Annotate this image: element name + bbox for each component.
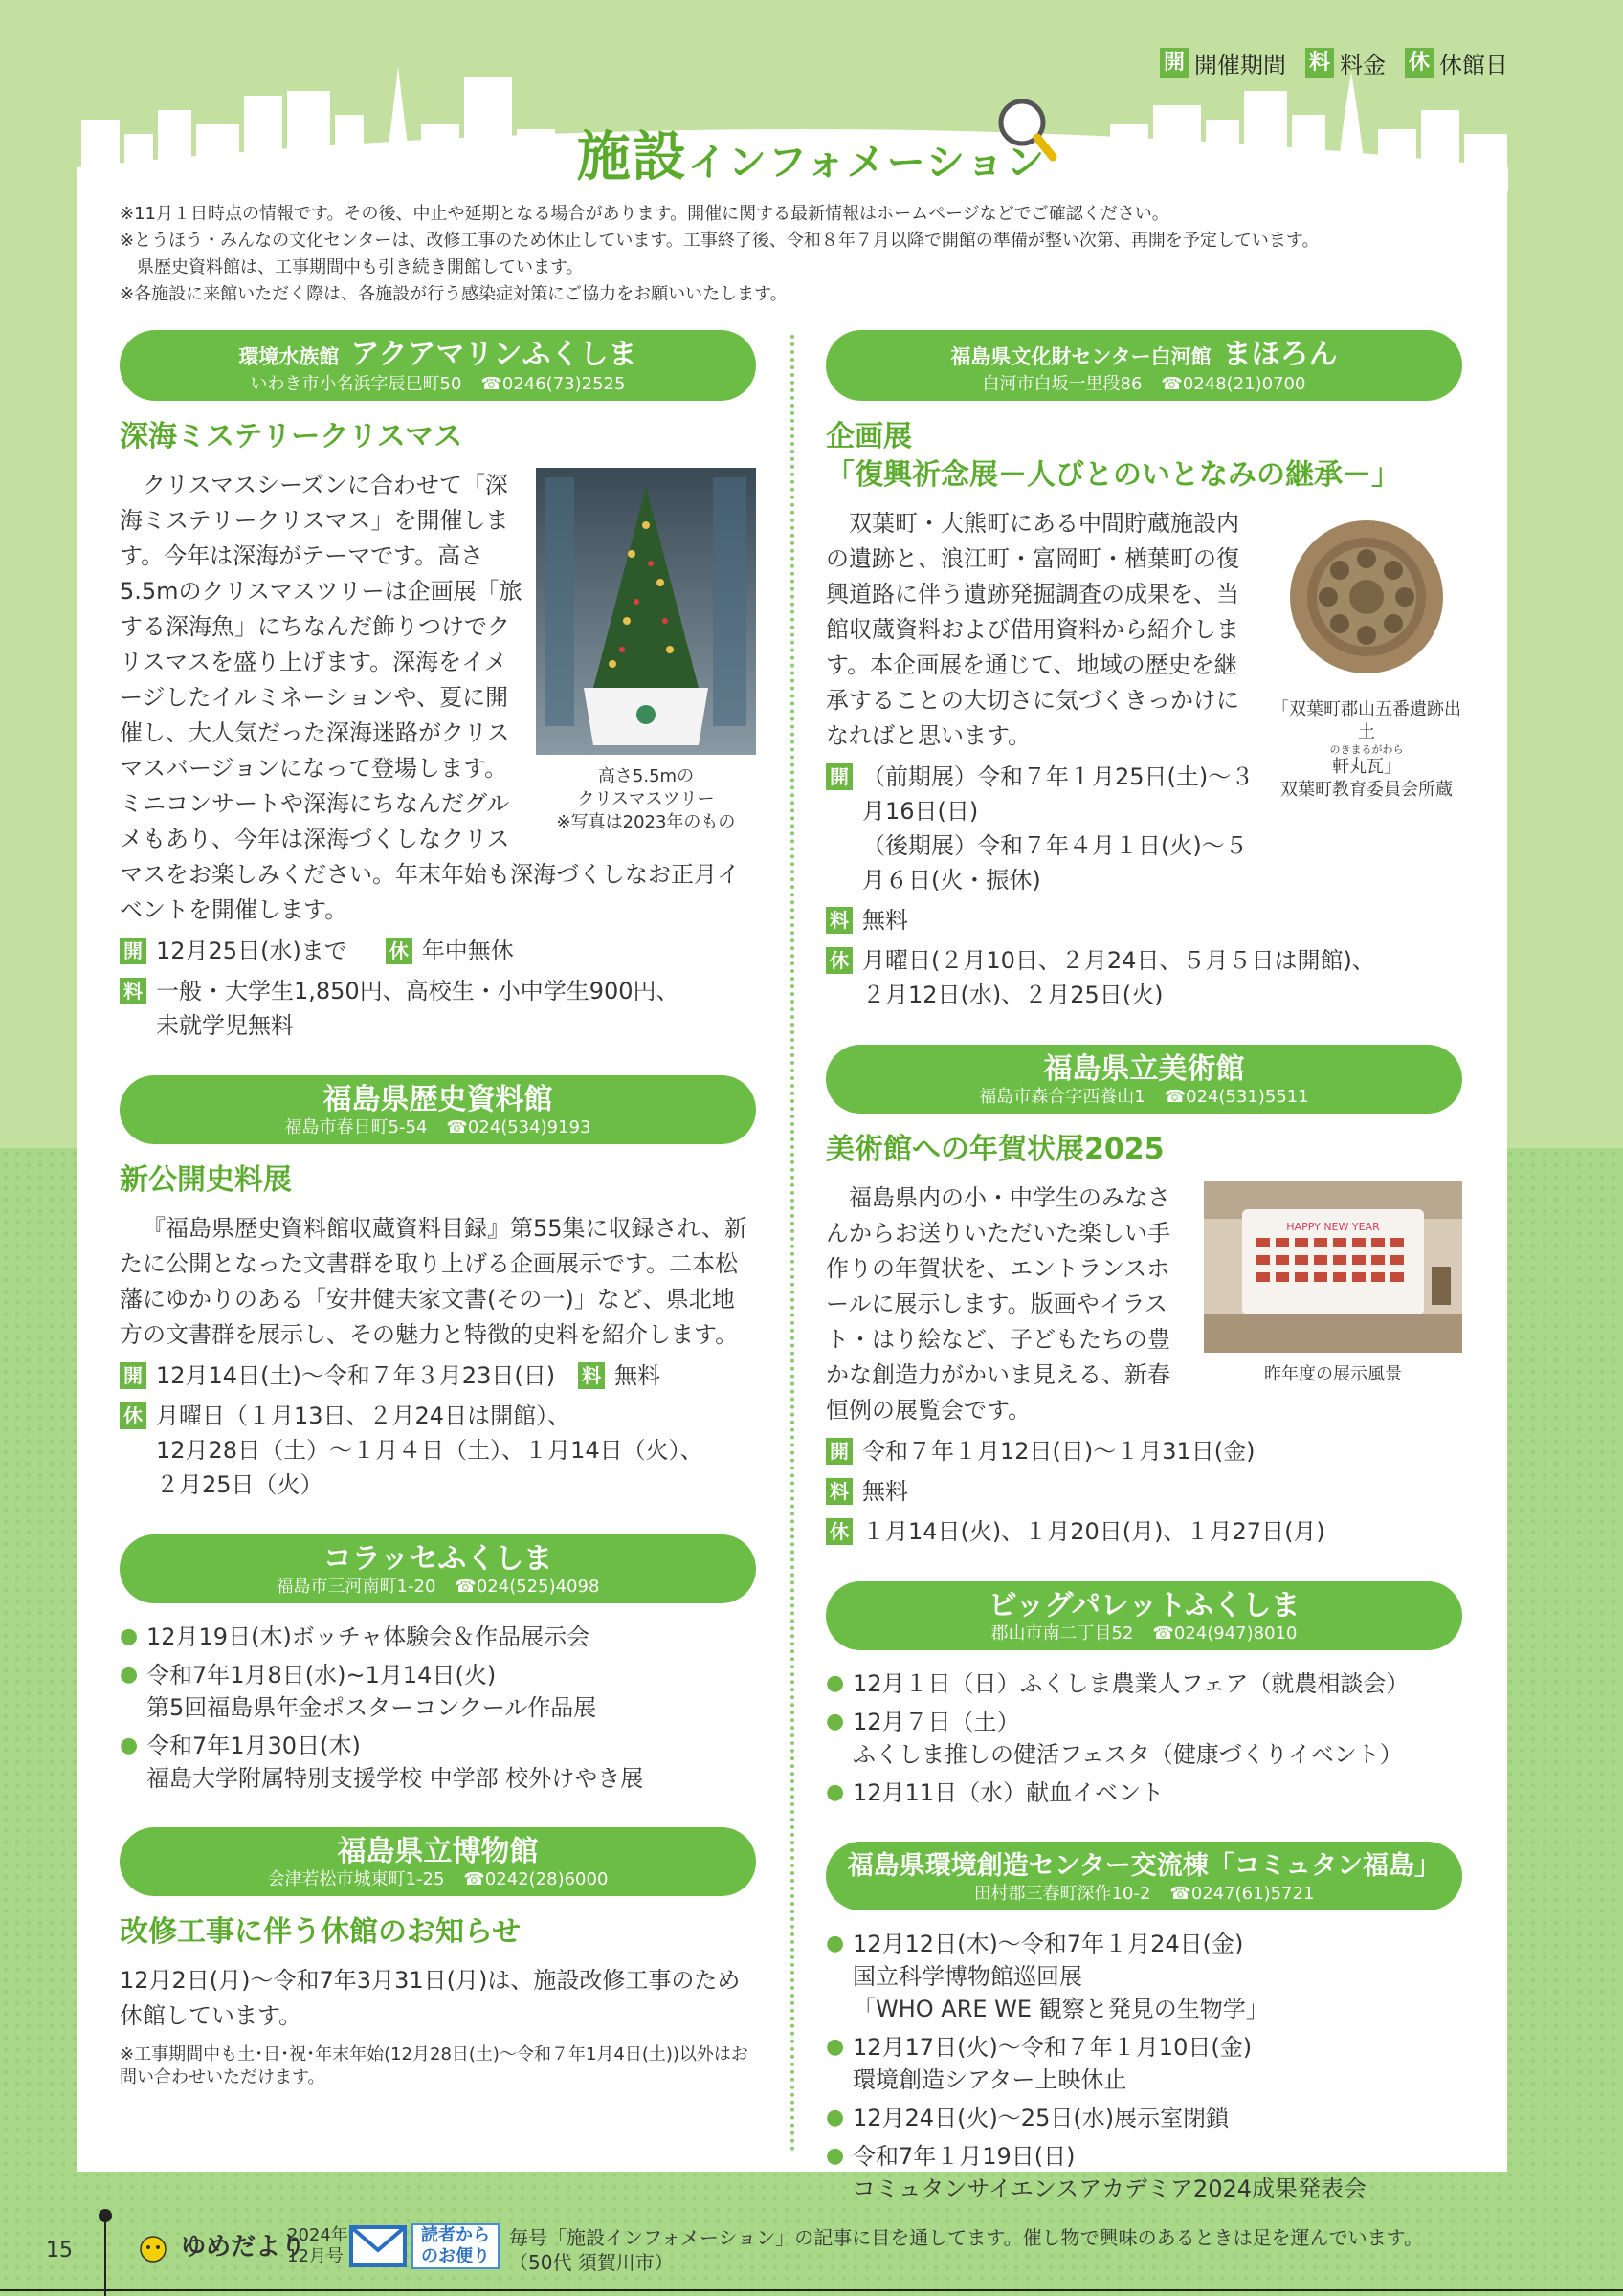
event-title-line: 企画展 xyxy=(826,420,912,453)
photo-caption: 昨年度の展示風景 xyxy=(1264,1364,1402,1384)
facility-address: いわき市小名浜字辰巳町50 xyxy=(250,374,462,394)
event-description: 『福島県歴史資料館収蔵資料目録』第55集に収録され、新たに公開となった文書群を取り上げる企画展示です。二本松藩にゆかりのある「安井健夫家文書(その一)」など、県北地方の文書群を展示し、その魅力と特徴的史料を紹介します。 xyxy=(120,1215,747,1348)
facility-mahoron xyxy=(826,330,1462,1012)
facility-big-palette xyxy=(826,1581,1462,1809)
photo-caption: 軒丸瓦」 xyxy=(1332,757,1401,777)
reader-letter-text: 毎号「施設インフォメーション」の記事に目を通してます。催し物で興味のあるときは足を運んでいます。 xyxy=(509,2226,1423,2249)
closed-days: 月曜日(２月10日、２月24日、５月５日は開館)、 ２月12日(水)、２月25日(火) xyxy=(862,947,1375,1008)
photo-caption: 「双葉町郡山五番遺跡出土 xyxy=(1272,699,1461,742)
info-row xyxy=(826,1474,1462,1509)
facility-header xyxy=(826,1581,1462,1650)
facility-header xyxy=(826,1842,1462,1910)
event-description-text: クリスマスシーズンに合わせて「深海ミステリークリスマス」を開催します。今年は深海がテーマです。高さ5.5mのクリスマスツリーは企画展「旅する深海魚」にちなんだ飾りつけでクリスマスを盛り上げます。深海をイメージしたイルミネーションや、夏に開催し、大人気だった深海迷路がクリスマスバージョンになって登場します。ミニコンサートや深海にちなんだグルメもあり、今年は深海づくしなクリスマスをお楽しみください。年末年始も深海づくしなお正月イベントを開催します。 xyxy=(120,472,740,923)
closed-days: １月14日(火)、１月20日(月)、１月27日(月) xyxy=(862,1518,1325,1545)
facility-prefectural-museum xyxy=(120,1827,756,2089)
legend-label-period: 開催期間 xyxy=(1193,52,1286,78)
event-description xyxy=(826,506,1462,800)
info-row xyxy=(826,903,1462,938)
facility-name: 福島県環境創造センター交流棟「コミュタン福島」 xyxy=(847,1851,1441,1881)
mascot-icon xyxy=(134,2232,172,2264)
info-row xyxy=(120,974,756,1043)
reader-letter-label: 読者からのお便り xyxy=(411,2223,500,2269)
facility-address: 白河市白坂一里段86 xyxy=(982,374,1143,394)
period-tag: 開 xyxy=(826,1438,853,1465)
facility-tel: ☎0242(28)6000 xyxy=(463,1869,609,1889)
page-number: 15 xyxy=(46,2239,73,2263)
facility-tel: ☎024(534)9193 xyxy=(446,1117,591,1137)
event-fee: 無料 xyxy=(614,1362,661,1389)
event-title: 新公開史料展 xyxy=(120,1163,292,1197)
event-description xyxy=(826,1181,1462,1428)
facility-address: 福島市森合字西養山1 xyxy=(979,1087,1145,1107)
period-tag: 開 xyxy=(826,763,853,790)
facility-name: 福島県立博物館 xyxy=(337,1835,539,1868)
legend-tag-closed: 休 xyxy=(1405,48,1434,78)
photo-caption: ※写真は2023年のもの xyxy=(556,812,736,832)
facility-address: 田村郡三春町深作10-2 xyxy=(973,1884,1151,1904)
facility-prefix: 福島県文化財センター白河館 xyxy=(950,345,1212,368)
facility-tel: ☎024(947)8010 xyxy=(1152,1623,1298,1644)
legend-label-closed: 休館日 xyxy=(1439,52,1508,78)
photo-banner-text: HAPPY NEW YEAR xyxy=(1286,1221,1380,1233)
photo-caption-ruby: のきまるがわら xyxy=(1329,743,1404,756)
event-fee: 無料 xyxy=(862,907,908,934)
info-row xyxy=(120,1399,756,1502)
info-row xyxy=(120,1358,756,1393)
column-divider xyxy=(790,335,794,2152)
facility-header xyxy=(120,1534,756,1603)
facility-name: まほろん xyxy=(1222,338,1338,371)
list-item: ● 令和7年1月8日(水)~1月14日(火) 第5回福島県年金ポスターコンクール作品展 xyxy=(120,1659,756,1724)
magazine-logo-text: ゆめだより xyxy=(181,2233,306,2262)
facility-address: 福島市三河南町1-20 xyxy=(276,1577,436,1597)
closed-tag: 休 xyxy=(120,1402,146,1429)
closed-tag: 休 xyxy=(826,1518,853,1545)
list-item: ● 令和7年1月30日(木) 福島大学附属特別支援学校 中学部 校外けやき展 xyxy=(120,1730,756,1795)
facility-tel: ☎024(531)5511 xyxy=(1164,1087,1309,1107)
list-item: ● 12月24日(火)～25日(水)展示室閉鎖 xyxy=(826,2102,1462,2134)
list-item: ● 12月７日（土） ふくしま推しの健活フェスタ（健康づくりイベント） xyxy=(826,1706,1462,1771)
facility-art-museum xyxy=(826,1045,1462,1549)
fee-tag: 料 xyxy=(826,907,853,934)
list-item: ● 12月19日(木)ボッチャ体験会＆作品展示会 xyxy=(120,1621,756,1653)
info-row xyxy=(826,760,1259,897)
facility-aquamarine xyxy=(120,330,756,1043)
christmas-tree-photo xyxy=(536,468,756,755)
reader-letter xyxy=(509,2225,1423,2275)
facility-corasse xyxy=(120,1534,756,1795)
facility-name: アクアマリンふくしま xyxy=(350,338,637,371)
closed-days: 年中無休 xyxy=(421,938,514,964)
notice-list xyxy=(120,201,1517,308)
photo-caption: 高さ5.5mの xyxy=(597,766,695,786)
facility-address: 郡山市南二丁目52 xyxy=(990,1623,1134,1644)
magazine-logo xyxy=(134,2227,305,2264)
facility-tel: ☎0248(21)0700 xyxy=(1161,374,1306,394)
fee-tag: 料 xyxy=(826,1478,853,1505)
exhibition-photo-figure xyxy=(1204,1181,1462,1386)
reader-letter-author: （50代 須賀川市） xyxy=(509,2251,674,2274)
facility-name: コラッセふくしま xyxy=(322,1542,553,1576)
info-row xyxy=(826,1434,1462,1468)
event-title: 美術館への年賀状展2025 xyxy=(826,1133,1165,1166)
photo-caption: クリスマスツリー xyxy=(577,789,715,809)
event-title: 改修工事に伴う休館のお知らせ xyxy=(120,1915,522,1949)
fee-tag: 料 xyxy=(120,978,146,1004)
page-title-main: 施設 xyxy=(576,126,688,188)
legend xyxy=(1160,46,1508,79)
list-item: ● 12月17日(火)～令和７年１月10日(金) 環境創造シアター上映休止 xyxy=(826,2031,1462,2096)
facility-header xyxy=(826,1045,1462,1114)
event-fee: 無料 xyxy=(862,1478,908,1505)
notice-item: ※各施設に来館いただく際は、各施設が行う感染症対策にご協力をお願いいたします。 xyxy=(120,284,788,304)
event-list xyxy=(826,1667,1462,1809)
exhibition-photo xyxy=(1204,1181,1462,1353)
event-description: 12月2日(月)～令和7年3月31日(月)は、施設改修工事のため休館しています。 xyxy=(120,1967,741,2029)
facility-header xyxy=(826,330,1462,401)
event-description-text: 福島県内の小・中学生のみなさんからお送りいただいた楽しい手作りの年賀状を、エントランスホールに展示します。版画やイラスト・はり絵など、子どもたちの豊かな創造力がかいま見える、新春恒例の展覧会です。 xyxy=(826,1184,1170,1424)
facility-header xyxy=(120,1075,756,1144)
notice-item: 県歴史資料館は、工事期間中も引き続き開館しています。 xyxy=(120,257,584,277)
page-title xyxy=(0,115,1623,191)
left-column xyxy=(120,330,756,2089)
envelope-icon xyxy=(349,2225,407,2267)
legend-tag-period: 開 xyxy=(1160,48,1189,78)
closed-tag: 休 xyxy=(386,938,412,964)
closed-days: 月曜日（１月13日、２月24日は開館）、 12月28日（土）～１月４日（土）、１月14日（火）、 ２月25日（火） xyxy=(156,1402,703,1498)
event-title-line: 「復興祈念展－人びとのいとなみの継承－」 xyxy=(826,458,1400,492)
facility-header xyxy=(120,1827,756,1896)
event-period: （前期展）令和７年１月25日(土)～３月16日(日) （後期展）令和７年４月１日(火)～５月６日(火・振休) xyxy=(862,763,1255,894)
info-row xyxy=(120,934,756,968)
facility-name: 福島県立美術館 xyxy=(1043,1052,1245,1086)
facility-name: ビッグパレットふくしま xyxy=(988,1589,1301,1623)
closed-tag: 休 xyxy=(826,947,853,974)
list-item: ● 12月12日(木)～令和7年１月24日(金) 国立科学博物館巡回展 「WHO ARE WE 観察と発見の生物学」 xyxy=(826,1928,1462,2025)
facility-address: 会津若松市城東町1-25 xyxy=(267,1869,445,1889)
list-item: ● 12月11日（水）献血イベント xyxy=(826,1777,1462,1809)
period-tag: 開 xyxy=(120,938,146,964)
right-column xyxy=(826,330,1462,2211)
info-row xyxy=(826,943,1462,1012)
facility-history-archive xyxy=(120,1075,756,1502)
legend-tag-fee: 料 xyxy=(1305,48,1334,78)
event-title: 深海ミステリークリスマス xyxy=(120,420,463,453)
notice-item: ※とうほう・みんなの文化センターは、改修工事のため休止しています。工事終了後、令和８年７月以降で開館の準備が整い次第、再開を予定しています。 xyxy=(120,231,1320,251)
event-description xyxy=(120,468,756,928)
facility-address: 福島市春日町5-54 xyxy=(284,1117,428,1137)
issue-info xyxy=(287,2225,348,2267)
list-item: ● 令和7年１月19日(日) コミュタンサイエンスアカデミア2024成果発表会 xyxy=(826,2140,1462,2205)
event-period: 12月25日(水)まで xyxy=(156,938,347,964)
notice-item: ※11月１日時点の情報です。その後、中止や延期となる場合があります。開催に関する最新情報はホームページなどでご確認ください。 xyxy=(120,204,1169,224)
event-title xyxy=(826,418,1462,495)
facility-tel: ☎0246(73)2525 xyxy=(480,374,626,394)
page-title-sub: インフォメーション xyxy=(687,141,1047,185)
event-list xyxy=(120,1621,756,1795)
roof-tile-photo-figure xyxy=(1271,506,1462,802)
legend-label-fee: 料金 xyxy=(1339,52,1386,78)
event-fee: 一般・大学生1,850円、高校生・小中学生900円、 未就学児無料 xyxy=(156,978,679,1039)
fee-tag: 料 xyxy=(578,1362,605,1389)
list-item: ● 12月１日（日）ふくしま農業人フェア（就農相談会） xyxy=(826,1667,1462,1700)
facility-header xyxy=(120,330,756,401)
facility-tel: ☎024(525)4098 xyxy=(455,1577,600,1597)
event-description-text: 双葉町・大熊町にある中間貯蔵施設内の遺跡と、浪江町・富岡町・楢葉町の復興道路に伴う遺跡発掘調査の成果を、当館収蔵資料および借用資料から紹介します。本企画展を通じて、地域の歴史を継承することの大切さに気づくきっかけになればと思います。 xyxy=(826,510,1239,749)
period-tag: 開 xyxy=(120,1362,146,1389)
facility-name: 福島県歴史資料館 xyxy=(322,1083,553,1116)
event-period: 12月14日(土)～令和７年３月23日(日) xyxy=(156,1362,556,1389)
photo-caption: 双葉町教育委員会所蔵 xyxy=(1280,780,1453,800)
info-row xyxy=(826,1514,1462,1549)
issue-month: 12月号 xyxy=(287,2246,344,2266)
event-list xyxy=(826,1928,1462,2205)
christmas-tree-photo-figure xyxy=(536,468,756,834)
facility-commutan xyxy=(826,1842,1462,2205)
roof-tile-photo xyxy=(1271,506,1462,688)
footnote: ※工事期間中も土･日･祝･年末年始(12月28日(土)～令和７年1月4日(土))以外はお問い合わせいただけます。 xyxy=(120,2044,748,2087)
facility-tel: ☎0247(61)5721 xyxy=(1169,1884,1315,1904)
facility-prefix: 環境水族館 xyxy=(238,345,340,368)
event-period: 令和７年１月12日(日)～１月31日(金) xyxy=(862,1438,1256,1465)
issue-year: 2024年 xyxy=(287,2225,348,2245)
